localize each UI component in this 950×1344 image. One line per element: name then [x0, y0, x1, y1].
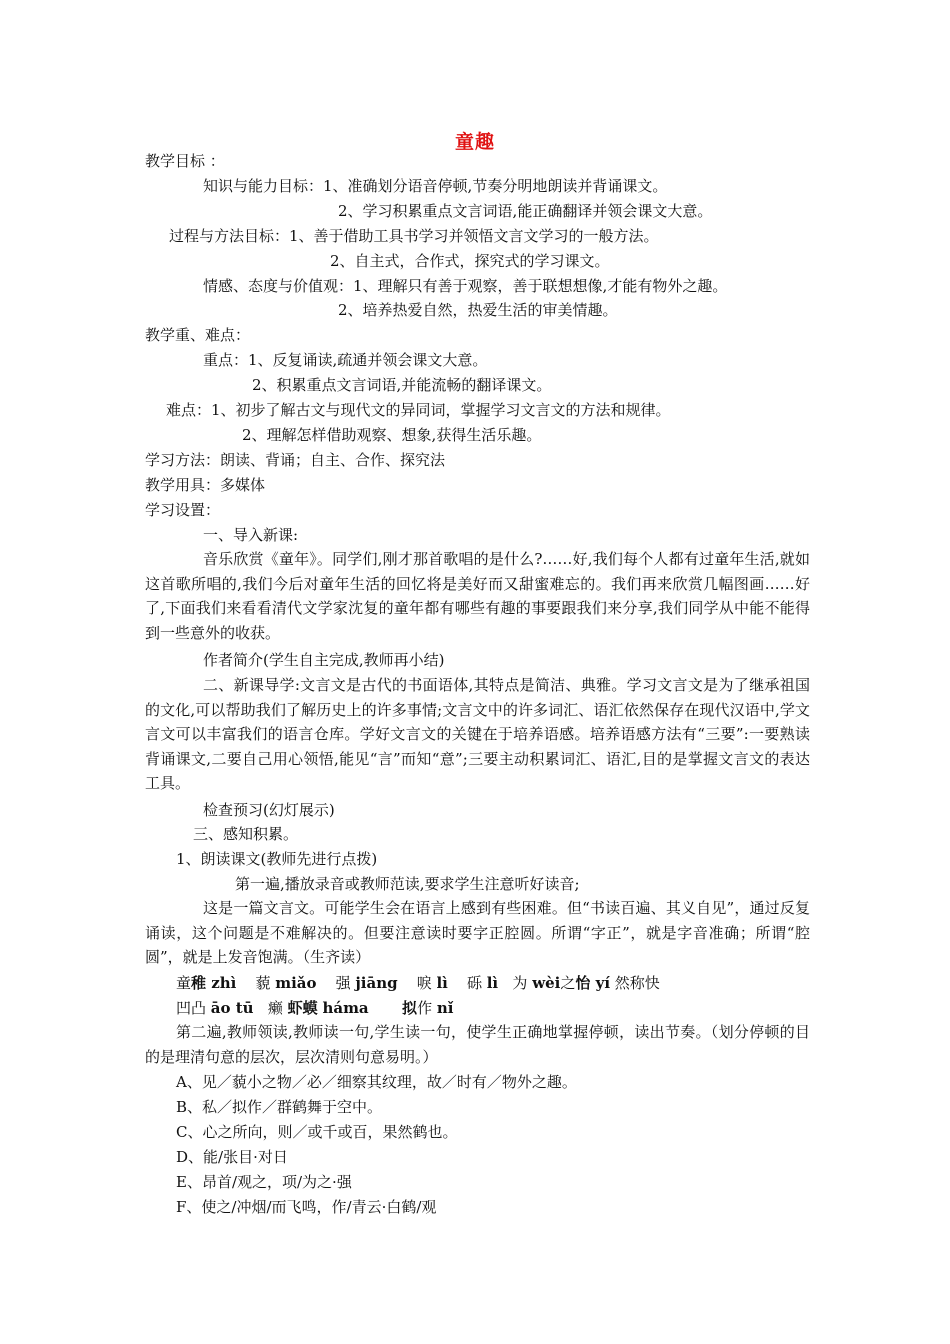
pinyin-segment: miǎo [275, 974, 317, 992]
difficulty-1: 难点：1、初步了解古文与现代文的异同词，掌握学习文言文的方法和规律。 [166, 401, 671, 419]
pinyin-segment: zhì [206, 974, 237, 992]
keypoint-2: 2、积累重点文言词语,并能流畅的翻译课文。 [252, 376, 552, 394]
pinyin-segment: 虾蟆 [287, 999, 318, 1017]
pause-item: A、见／藐小之物／必／细察其纹理，故／时有／物外之趣。 [176, 1073, 577, 1091]
pinyin-segment: 凹凸 [176, 999, 211, 1017]
pinyin-segment: 强 [316, 974, 356, 992]
pinyin-segment: wèi [532, 974, 561, 992]
objective-emotion-1: 情感、态度与价值观：1、理解只有善于观察，善于联想想像,才能有物外之趣。 [203, 277, 728, 295]
pinyin-segment: āo tū [210, 999, 254, 1017]
keypoints-heading: 教学重、难点： [145, 326, 251, 344]
difficulty-2: 2、理解怎样借助观察、想象,获得生活乐趣。 [242, 426, 542, 444]
setup-heading: 学习设置： [145, 501, 221, 519]
pinyin-row-2 [176, 998, 453, 1018]
pause-item: C、心之所向，则／或千或百，果然鹤也。 [176, 1123, 458, 1141]
pause-item: E、昂首/观之，项/为之·强 [176, 1173, 352, 1191]
objective-process-1: 过程与方法目标：1、善于借助工具书学习并领悟文言文学习的一般方法。 [169, 227, 659, 245]
first-pass: 第一遍,播放录音或教师范读,要求学生注意听好读音; [235, 875, 580, 893]
pause-item: B、私／拟作／群鹤舞于空中。 [176, 1098, 383, 1116]
pinyin-segment: 为 [498, 974, 533, 992]
pinyin-segment: 之 [560, 974, 576, 992]
objective-process-2: 2、自主式，合作式，探究式的学习课文。 [330, 252, 610, 270]
pinyin-segment [369, 999, 402, 1017]
pinyin-segment: 癞 [253, 999, 288, 1017]
page-title: 童趣 [454, 131, 495, 153]
section-intro-heading: 一、导入新课: [203, 526, 299, 544]
objective-emotion-2: 2、培养热爱自然，热爱生活的审美情趣。 [338, 301, 618, 319]
objective-knowledge-1: 知识与能力目标：1、准确划分语音停顿,节奏分明地朗读并背诵课文。 [203, 177, 668, 195]
guide-paragraph: 二、新课导学:文言文是古代的书面语体,其特点是简洁、典雅。学习文言文是为了继承祖国的文化,可以帮助我们了解历史上的许多事情;文言文中的许多词汇、语汇依然保存在现代汉语中,学文言文可以丰富我们的语言仓库。学好文言文的关键在于培养语感。培养语感方法有“三要”:一要熟读背诵课文,二要自己用心领悟,能见“言”而知“意”;三要主动积累词汇、语汇,目的是掌握文言文的表达工具。 [145, 676, 810, 793]
keypoint-1: 重点：1、反复诵读,疏通并领会课文大意。 [203, 351, 488, 369]
pinyin-segment: háma [322, 999, 369, 1017]
section-perceive-heading: 三、感知积累。 [193, 825, 299, 843]
pinyin-segment: nǐ [436, 999, 454, 1017]
pinyin-segment: lì [486, 974, 499, 992]
author-intro: 作者简介(学生自主完成,教师再小结) [203, 651, 445, 669]
pause-item: D、能/张目·对日 [176, 1148, 288, 1166]
second-pass-paragraph: 第二遍,教师领读,教师读一句,学生读一句，使学生正确地掌握停顿，读出节奏。（划分停顿的目的是理清句意的层次，层次清则句意易明。） [145, 1023, 810, 1066]
reading-heading: 1、朗读课文(教师先进行点拨) [176, 850, 378, 868]
pinyin-segment: 怡 [575, 974, 591, 992]
reading-paragraph: 这是一篇文言文。可能学生会在语言上感到有些困难。但“书读百遍、其义自见”，通过反复诵读，这个问题是不难解决的。但要注意读时要字正腔圆。所谓“字正”，就是字音准确；所谓“腔圆”，就是上发音饱满。（生齐读） [145, 899, 810, 967]
pinyin-segment: lì [436, 974, 448, 992]
pinyin-segment: 然称快 [610, 974, 660, 992]
intro-paragraph: 音乐欣赏《童年》。同学们,刚才那首歌唱的是什么?……好,我们每个人都有过童年生活,就如这首歌所唱的,我们今后对童年生活的回忆将是美好而又甜蜜难忘的。我们再来欣赏几幅图画……好了,下面我们来看看清代文学家沈复的童年都有哪些有趣的事要跟我们来分享,我们同学从中能不能得到一些意外的收获。 [145, 550, 810, 642]
learning-method: 学习方法：朗读、背诵；自主、合作、探究法 [145, 451, 446, 469]
pinyin-segment: 砾 [447, 974, 487, 992]
pinyin-segment: 作 [417, 999, 437, 1017]
pinyin-segment: 唳 [397, 974, 437, 992]
pinyin-segment: 童 [176, 974, 192, 992]
pinyin-segment: 藐 [236, 974, 276, 992]
check-preview: 检查预习(幻灯展示) [203, 801, 335, 819]
pinyin-row-1 [176, 973, 660, 993]
pinyin-segment: jiāng [355, 974, 398, 992]
pause-item: F、使之/冲烟/而飞鸣，作/青云·白鹤/观 [176, 1198, 437, 1216]
pinyin-segment: 稚 [191, 974, 207, 992]
pinyin-segment: yí [590, 974, 611, 992]
teaching-tools: 教学用具：多媒体 [145, 476, 266, 494]
pinyin-segment: 拟 [402, 999, 418, 1017]
objective-knowledge-2: 2、学习积累重点文言词语,能正确翻译并领会课文大意。 [338, 202, 713, 220]
objectives-heading: 教学目标 ： [145, 152, 225, 170]
